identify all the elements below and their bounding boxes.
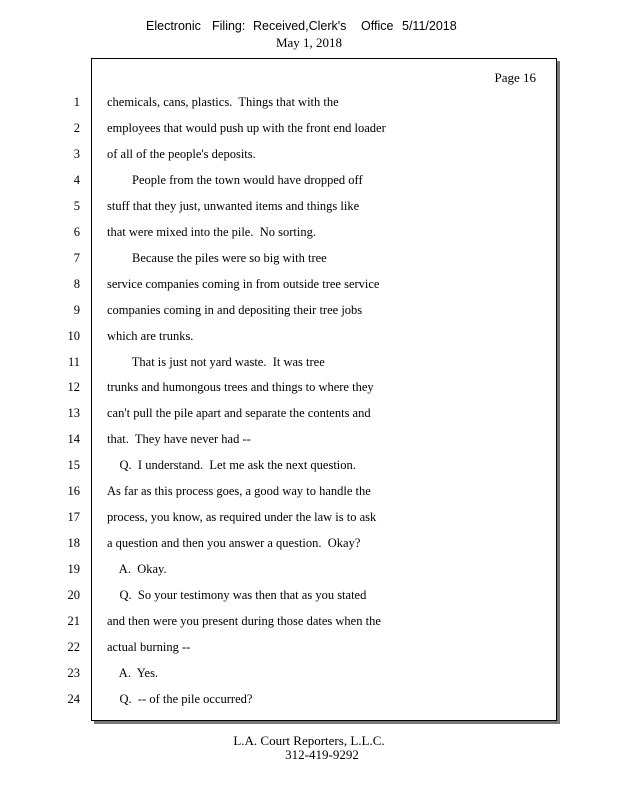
line-number: 1 bbox=[73, 95, 80, 109]
transcript-line: trunks and humongous trees and things to where they bbox=[107, 380, 374, 394]
filing-received: Received,Clerk's bbox=[253, 19, 347, 33]
transcript-line: can't pull the pile apart and separate the contents and bbox=[107, 406, 371, 420]
filing-electronic: Electronic bbox=[146, 19, 201, 33]
transcript-line: that were mixed into the pile. No sorting. bbox=[107, 225, 316, 239]
line-number: 11 bbox=[67, 355, 80, 369]
line-number: 10 bbox=[67, 329, 80, 343]
transcript-line: of all of the people's deposits. bbox=[107, 147, 256, 161]
footer-phone: 312-419-9292 bbox=[285, 747, 359, 762]
transcript-line: stuff that they just, unwanted items and things like bbox=[107, 199, 360, 213]
transcript-line: that. They have never had -- bbox=[107, 432, 251, 446]
transcript-line: which are trunks. bbox=[107, 329, 194, 343]
line-number: 13 bbox=[67, 406, 80, 420]
line-number: 15 bbox=[67, 458, 80, 472]
line-number: 23 bbox=[67, 666, 80, 680]
transcript-line: chemicals, cans, plastics. Things that with the bbox=[107, 95, 339, 109]
line-number: 21 bbox=[67, 614, 80, 628]
transcript-line: actual burning -- bbox=[107, 640, 191, 654]
transcript-line: employees that would push up with the front end loader bbox=[107, 121, 386, 135]
footer-company: L.A. Court Reporters, L.L.C. bbox=[233, 733, 385, 748]
transcript-line: a question and then you answer a question. Okay? bbox=[107, 536, 361, 550]
transcript-line: That is just not yard waste. It was tree bbox=[107, 355, 325, 369]
transcript-line: People from the town would have dropped off bbox=[107, 173, 363, 187]
line-number: 20 bbox=[67, 588, 80, 602]
page-number: Page 16 bbox=[494, 70, 536, 85]
line-number: 24 bbox=[67, 692, 80, 706]
transcript-line: companies coming in and depositing their tree jobs bbox=[107, 303, 363, 317]
line-number: 18 bbox=[67, 536, 80, 550]
line-number: 22 bbox=[67, 640, 80, 654]
transcript-line: Q. I understand. Let me ask the next question. bbox=[107, 458, 356, 472]
transcript-line: and then were you present during those dates when the bbox=[107, 614, 381, 628]
transcript-date: May 1, 2018 bbox=[275, 35, 343, 50]
transcript-line: service companies coming in from outside tree service bbox=[107, 277, 380, 291]
line-number: 9 bbox=[73, 303, 80, 317]
transcript-line: As far as this process goes, a good way to handle the bbox=[107, 484, 371, 498]
line-number: 3 bbox=[73, 147, 80, 161]
line-number: 5 bbox=[73, 199, 80, 213]
line-number: 8 bbox=[73, 277, 80, 291]
transcript-line: A. Yes. bbox=[107, 666, 159, 680]
line-number: 14 bbox=[67, 432, 80, 446]
filing-label: Filing: bbox=[212, 19, 246, 33]
transcript-line: Q. So your testimony was then that as you stated bbox=[107, 588, 367, 602]
transcript-line: Because the piles were so big with tree bbox=[107, 251, 327, 265]
line-number: 19 bbox=[67, 562, 80, 576]
transcript-line: Q. -- of the pile occurred? bbox=[107, 692, 253, 706]
filing-date: 5/11/2018 bbox=[402, 19, 457, 33]
line-number: 6 bbox=[73, 225, 80, 239]
line-number: 2 bbox=[73, 121, 80, 135]
line-number: 12 bbox=[67, 380, 80, 394]
transcript-line: A. Okay. bbox=[107, 562, 167, 576]
line-number: 7 bbox=[73, 251, 80, 265]
transcript-line: process, you know, as required under the law is to ask bbox=[107, 510, 377, 524]
line-number: 4 bbox=[73, 173, 80, 187]
filing-office: Office bbox=[361, 19, 394, 33]
line-number: 17 bbox=[67, 510, 80, 524]
line-number: 16 bbox=[67, 484, 80, 498]
